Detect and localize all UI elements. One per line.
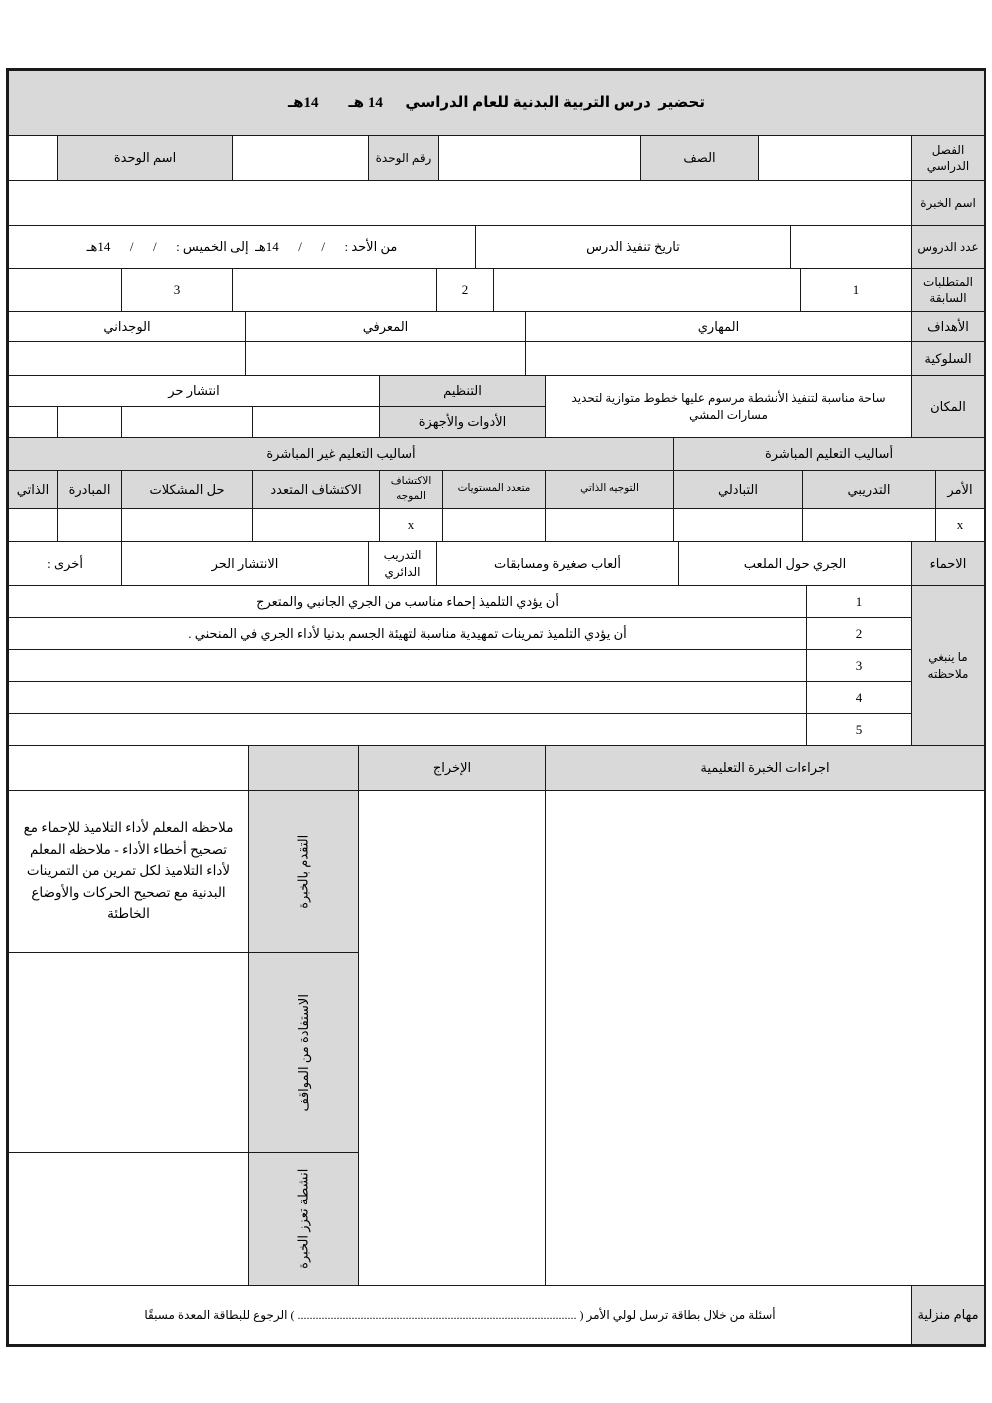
- warmup-free-spread: الانتشار الحر: [121, 541, 369, 586]
- lesson-prep-form: [6, 68, 986, 1347]
- tools-field-2[interactable]: [121, 406, 253, 438]
- reinforce-section-label-text: انشطة تعزز الخبرة: [295, 1168, 311, 1270]
- tools-field-3[interactable]: [57, 406, 122, 438]
- method-mark-self[interactable]: [8, 508, 58, 542]
- note-number-4: 4: [806, 681, 912, 714]
- place-label: المكان: [911, 375, 985, 438]
- tools-field-4[interactable]: [8, 406, 58, 438]
- note-number-3: 3: [806, 649, 912, 682]
- method-mark-guided-discovery[interactable]: x: [379, 508, 443, 542]
- form-title: تحضير درس التربية البدنية للعام الدراسي 14 هـ 14هـ: [8, 70, 985, 136]
- method-mark-practice[interactable]: [802, 508, 936, 542]
- warmup-circuit-training: التدريب الدائري: [368, 541, 437, 586]
- warmup-run-around-field: الجري حول الملعب: [678, 541, 912, 586]
- method-col-practice: التدريبي: [802, 470, 936, 509]
- date-range-field[interactable]: من الأحد : / / 14هـ إلى الخميس : / / 14هـ: [8, 225, 476, 269]
- organization-label: التنظيم: [379, 375, 546, 407]
- method-col-reciprocal: التبادلي: [673, 470, 803, 509]
- method-mark-command[interactable]: x: [935, 508, 985, 542]
- tools-field-1[interactable]: [252, 406, 380, 438]
- unit-number-label: رقم الوحدة: [368, 135, 439, 181]
- situations-section-label-text: الاستفادة من المواقف: [295, 993, 311, 1112]
- cognitive-objective-label: المعرفي: [245, 311, 526, 342]
- objectives-label: الأهداف: [911, 311, 985, 342]
- method-col-problem-solving: حل المشكلات: [121, 470, 253, 509]
- cognitive-objective-field[interactable]: [245, 341, 526, 376]
- class-field[interactable]: [758, 135, 912, 181]
- method-col-guided-discovery: الاكتشاف الموجه: [379, 470, 443, 509]
- progress-section-label: [248, 790, 359, 953]
- note-text-5[interactable]: [8, 713, 807, 746]
- skill-objective-field[interactable]: [525, 341, 912, 376]
- skill-objective-label: المهاري: [525, 311, 912, 342]
- experience-name-field[interactable]: [8, 180, 912, 226]
- note-number-5: 5: [806, 713, 912, 746]
- note-text-4[interactable]: [8, 681, 807, 714]
- execution-date-label: تاريخ تنفيذ الدرس: [475, 225, 791, 269]
- method-col-self: الذاتي: [8, 470, 58, 509]
- warmup-small-games: ألعاب صغيرة ومسابقات: [436, 541, 679, 586]
- warmup-label: الاحماء: [911, 541, 985, 586]
- note-text-3[interactable]: [8, 649, 807, 682]
- prerequisite-3-field[interactable]: [8, 268, 122, 312]
- lessons-count-label: عدد الدروس: [911, 225, 985, 269]
- situations-section-content[interactable]: [8, 952, 249, 1153]
- procedures-header-spacer: [8, 745, 249, 791]
- unit-number-field[interactable]: [438, 135, 641, 181]
- method-col-command: الأمر: [935, 470, 985, 509]
- situations-section-label: [248, 952, 359, 1153]
- direct-methods-header: أساليب التعليم المباشرة: [673, 437, 985, 471]
- progress-section-content[interactable]: ملاحظه المعلم لأداء التلاميذ للإحماء مع تصحيح أخطاء الأداء - ملاحظه المعلم لأداء التلاميذ لكل تمرين من التمرينات البدنية مع تصحيح الحركات والأوضاع الخاطئة: [8, 790, 249, 953]
- organization-value[interactable]: انتشار حر: [8, 375, 380, 407]
- note-number-2: 2: [806, 617, 912, 650]
- note-number-1: 1: [806, 585, 912, 618]
- prerequisite-3-number: 3: [121, 268, 233, 312]
- affective-objective-label: الوجداني: [8, 311, 246, 342]
- method-mark-self-guidance[interactable]: [545, 508, 674, 542]
- prerequisite-1-field[interactable]: [493, 268, 801, 312]
- prerequisite-2-number: 2: [436, 268, 494, 312]
- homework-label: مهام منزلية: [911, 1285, 985, 1345]
- semester-label: الفصل الدراسي: [911, 135, 985, 181]
- notes-label: ما ينبغي ملاحظته: [911, 585, 985, 746]
- method-mark-problem-solving[interactable]: [121, 508, 253, 542]
- tools-label: الأدوات والأجهزة: [379, 406, 546, 438]
- unit-name-label: اسم الوحدة: [57, 135, 233, 181]
- method-mark-reciprocal[interactable]: [673, 508, 803, 542]
- reinforce-section-content[interactable]: [8, 1152, 249, 1286]
- prerequisite-2-field[interactable]: [232, 268, 437, 312]
- method-col-self-guidance: التوجيه الذاتي: [545, 470, 674, 509]
- behavioral-label: السلوكية: [911, 341, 985, 376]
- experience-name-label: اسم الخبرة: [911, 180, 985, 226]
- prerequisites-label: المتطلبات السابقة: [911, 268, 985, 312]
- note-text-2[interactable]: أن يؤدي التلميذ تمرينات تمهيدية مناسبة لتهيئة الجسم بدنيا لأداء الجري في المنحني .: [8, 617, 807, 650]
- output-content-field[interactable]: [358, 790, 546, 1286]
- procedures-side-header-spacer: [248, 745, 359, 791]
- method-col-multilevel: متعدد المستويات: [442, 470, 546, 509]
- output-header: الإخراج: [358, 745, 546, 791]
- method-mark-multiple-discovery[interactable]: [252, 508, 380, 542]
- reinforce-section-label: [248, 1152, 359, 1286]
- lessons-count-field[interactable]: [790, 225, 912, 269]
- place-description: ساحة مناسبة لتنفيذ الأنشطة مرسوم عليها خطوط متوازية لتحديد مسارات المشي: [545, 375, 912, 438]
- method-mark-multilevel[interactable]: [442, 508, 546, 542]
- note-text-1[interactable]: أن يؤدي التلميذ إحماء مناسب من الجري الجانبي والمتعرج: [8, 585, 807, 618]
- prerequisite-1-number: 1: [800, 268, 912, 312]
- procedures-header: اجراءات الخبرة التعليمية: [545, 745, 985, 791]
- warmup-other[interactable]: أخرى :: [8, 541, 122, 586]
- unit-name-extra-field[interactable]: [8, 135, 58, 181]
- affective-objective-field[interactable]: [8, 341, 246, 376]
- method-col-multiple-discovery: الاكتشاف المتعدد: [252, 470, 380, 509]
- class-label: الصف: [640, 135, 759, 181]
- progress-section-label-text: التقدم بالخبرة: [295, 834, 311, 909]
- indirect-methods-header: أساليب التعليم غير المباشرة: [8, 437, 674, 471]
- method-col-initiative: المبادرة: [57, 470, 122, 509]
- method-mark-initiative[interactable]: [57, 508, 122, 542]
- procedures-content-field[interactable]: [545, 790, 985, 1286]
- homework-content[interactable]: أسئلة من خلال بطاقة ترسل لولي الأمر ( ............................................................................................. ) الرجوع للبطاقة المعدة مسبقًا: [8, 1285, 912, 1345]
- unit-name-field[interactable]: [232, 135, 369, 181]
